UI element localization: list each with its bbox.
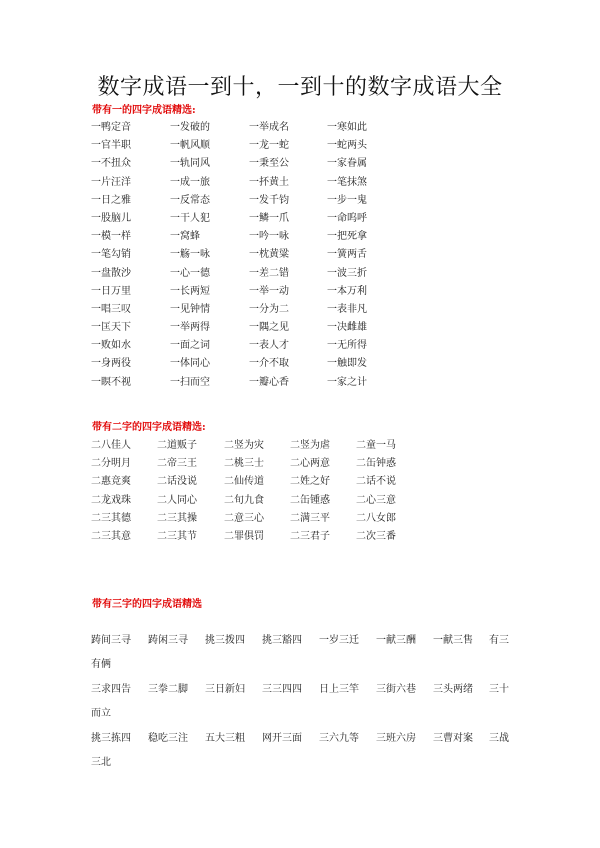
idiom-cell: 一官半职 — [91, 140, 131, 152]
idiom-item: 三北 — [91, 756, 111, 768]
idiom-cell: 一觞一咏 — [170, 249, 210, 261]
idiom-cell: 二竖为灾 — [224, 440, 264, 451]
idiom-cell: 二缶钟惑 — [356, 458, 396, 470]
idiom-cell: 一见钟情 — [170, 303, 210, 315]
idiom-cell: 一不扭众 — [91, 158, 131, 170]
idiom-row — [91, 301, 405, 319]
idiom-item: 挑三豁四 — [262, 635, 302, 646]
idiom-item: 有俩 — [91, 659, 111, 671]
idiom-cell: 一扫而空 — [170, 376, 210, 388]
idiom-item: 网开三面 — [262, 732, 302, 744]
idiom-cell: 一寒如此 — [327, 122, 367, 133]
idiom-cell: 一吟一咏 — [249, 231, 289, 243]
idiom-cell: 一分为二 — [249, 303, 289, 315]
idiom-cell: 二仙传道 — [224, 476, 264, 488]
idiom-row — [91, 283, 405, 301]
idiom-cell: 一秉至公 — [249, 158, 289, 170]
idiom-cell: 二惠竞爽 — [91, 476, 131, 488]
idiom-cell: 一本万利 — [327, 285, 367, 297]
idiom-item: 一岁三迁 — [319, 635, 359, 646]
idiom-cell: 一隅之见 — [249, 322, 289, 334]
idiom-cell: 一干人犯 — [170, 212, 210, 224]
idiom-cell: 一模一样 — [91, 231, 131, 243]
idiom-row — [91, 137, 405, 155]
idiom-cell: 一片汪洋 — [91, 176, 131, 188]
idiom-cell: 二分明月 — [91, 458, 131, 470]
idiom-row — [91, 337, 405, 355]
idiom-cell: 二心两意 — [290, 458, 330, 470]
section-one-heading: 带有一的四字成语精选: — [92, 105, 196, 116]
idiom-cell: 一笔抹煞 — [327, 176, 367, 188]
idiom-cell: 一龙一蛇 — [249, 140, 289, 152]
idiom-cell: 一抔黄土 — [249, 176, 289, 188]
idiom-cell: 一体同心 — [170, 358, 210, 370]
idiom-cell: 一鳞一爪 — [249, 212, 289, 224]
idiom-row — [91, 455, 422, 473]
idiom-line — [91, 678, 511, 702]
idiom-cell: 二童一马 — [356, 440, 396, 451]
idiom-cell: 一簧两舌 — [327, 249, 367, 261]
idiom-cell: 二人同心 — [157, 494, 197, 506]
idiom-cell: 二旬九食 — [224, 494, 264, 506]
page-title: 数字成语一到十，一到十的数字成语大全 — [97, 75, 503, 100]
idiom-cell: 二次三番 — [356, 530, 396, 542]
idiom-cell: 一身两役 — [91, 358, 131, 370]
idiom-row — [91, 510, 422, 528]
idiom-cell: 二三君子 — [290, 530, 330, 542]
idiom-cell: 一介不取 — [249, 358, 289, 370]
idiom-cell: 一匡天下 — [91, 322, 131, 334]
idiom-cell: 二桃三士 — [224, 458, 264, 470]
idiom-cell: 一日之雅 — [91, 194, 131, 206]
idiom-item: 一献三售 — [433, 635, 473, 646]
idiom-item: 踌闲三寻 — [148, 635, 188, 646]
idiom-cell: 一唱三叹 — [91, 303, 131, 315]
idiom-cell: 一枕黄粱 — [249, 249, 289, 261]
idiom-row — [91, 492, 422, 510]
idiom-cell: 二三其意 — [91, 530, 131, 542]
idiom-line — [91, 727, 511, 751]
idiom-cell: 二八佳人 — [91, 440, 131, 451]
idiom-cell: 一轨同风 — [170, 158, 210, 170]
idiom-item: 五大三粗 — [205, 732, 245, 744]
section-two-idiom-grid — [91, 437, 422, 546]
idiom-cell: 二话不说 — [356, 476, 396, 488]
idiom-line — [91, 653, 511, 677]
idiom-row — [91, 228, 405, 246]
idiom-item: 三战 — [489, 732, 509, 744]
idiom-cell: 一日万里 — [91, 285, 131, 297]
idiom-row — [91, 174, 405, 192]
idiom-cell: 一盘散沙 — [91, 267, 131, 279]
idiom-line — [91, 702, 511, 726]
idiom-row — [91, 437, 422, 455]
idiom-cell: 一把死拿 — [327, 231, 367, 243]
idiom-line — [91, 751, 511, 775]
idiom-item: 三三四四 — [262, 683, 302, 695]
idiom-cell: 一败如水 — [91, 340, 131, 352]
idiom-cell: 一表人才 — [249, 340, 289, 352]
idiom-cell: 二意三心 — [224, 512, 264, 524]
idiom-cell: 一窝蜂 — [170, 231, 200, 243]
idiom-item: 三日新妇 — [205, 683, 245, 695]
idiom-row — [91, 192, 405, 210]
idiom-cell: 一瞑不视 — [91, 376, 131, 388]
idiom-cell: 一成一旅 — [170, 176, 210, 188]
idiom-cell: 一鸭定音 — [91, 122, 131, 133]
idiom-item: 挑三拨四 — [205, 635, 245, 646]
idiom-row — [91, 119, 405, 137]
idiom-cell: 二龙戏珠 — [91, 494, 131, 506]
idiom-cell: 一长两短 — [170, 285, 210, 297]
idiom-cell: 一家之计 — [327, 376, 367, 388]
idiom-row — [91, 155, 405, 173]
idiom-row — [91, 210, 405, 228]
idiom-item: 三拳二脚 — [148, 683, 188, 695]
idiom-item: 有三 — [489, 635, 509, 646]
idiom-cell: 二帝三王 — [157, 458, 197, 470]
idiom-cell: 一蛇两头 — [327, 140, 367, 152]
idiom-cell: 一表非凡 — [327, 303, 367, 315]
idiom-item: 三求四告 — [91, 683, 131, 695]
idiom-cell: 二缶锺惑 — [290, 494, 330, 506]
idiom-cell: 一无所得 — [327, 340, 367, 352]
idiom-cell: 二竖为虐 — [290, 440, 330, 451]
idiom-cell: 一股脑儿 — [91, 212, 131, 224]
idiom-item: 而立 — [91, 708, 111, 720]
idiom-cell: 一帆风顺 — [170, 140, 210, 152]
idiom-cell: 一举成名 — [249, 122, 289, 133]
idiom-cell: 一家眷属 — [327, 158, 367, 170]
idiom-cell: 一触即发 — [327, 358, 367, 370]
idiom-cell: 二八女郎 — [356, 512, 396, 524]
idiom-cell: 二心三意 — [356, 494, 396, 506]
idiom-cell: 一面之词 — [170, 340, 210, 352]
section-three-heading: 带有三字的四字成语精选 — [92, 599, 202, 610]
idiom-cell: 一举一动 — [249, 285, 289, 297]
idiom-cell: 一步一鬼 — [327, 194, 367, 206]
idiom-item: 三头两绪 — [433, 683, 473, 695]
idiom-line — [91, 629, 511, 653]
idiom-row — [91, 265, 405, 283]
idiom-item: 一献三酬 — [376, 635, 416, 646]
idiom-cell: 一瓣心香 — [249, 376, 289, 388]
idiom-cell: 一举两得 — [170, 322, 210, 334]
idiom-cell: 二话没说 — [157, 476, 197, 488]
idiom-item: 挑三拣四 — [91, 732, 131, 744]
idiom-item: 稳吃三注 — [148, 732, 188, 744]
idiom-row — [91, 246, 405, 264]
idiom-row — [91, 374, 405, 392]
idiom-cell: 二姓之好 — [290, 476, 330, 488]
idiom-item: 踌间三寻 — [91, 635, 131, 646]
idiom-cell: 一决雌雄 — [327, 322, 367, 334]
idiom-item: 日上三竿 — [319, 683, 359, 695]
idiom-item: 三街六巷 — [376, 683, 416, 695]
idiom-cell: 一波三折 — [327, 267, 367, 279]
idiom-cell: 一笔勾销 — [91, 249, 131, 261]
idiom-cell: 一命呜呼 — [327, 212, 367, 224]
idiom-cell: 一发破的 — [170, 122, 210, 133]
idiom-cell: 一心一德 — [170, 267, 210, 279]
idiom-row — [91, 473, 422, 491]
idiom-cell: 二罪俱罚 — [224, 530, 264, 542]
idiom-cell: 二道贩子 — [157, 440, 197, 451]
idiom-cell: 二满三平 — [290, 512, 330, 524]
idiom-cell: 一发千钧 — [249, 194, 289, 206]
idiom-item: 三曹对案 — [433, 732, 473, 744]
idiom-item: 三十 — [489, 683, 509, 695]
idiom-row — [91, 355, 405, 373]
section-three-idiom-paragraph — [91, 629, 511, 775]
idiom-item: 三班六房 — [376, 732, 416, 744]
idiom-cell: 一差二错 — [249, 267, 289, 279]
idiom-row — [91, 528, 422, 546]
section-two-heading: 带有二字的四字成语精选: — [92, 422, 206, 433]
idiom-item: 三六九等 — [319, 732, 359, 744]
idiom-row — [91, 319, 405, 337]
idiom-cell: 一反常态 — [170, 194, 210, 206]
idiom-cell: 二三其节 — [157, 530, 197, 542]
section-one-idiom-grid — [91, 119, 405, 392]
idiom-cell: 二三其德 — [91, 512, 131, 524]
idiom-cell: 二三其操 — [157, 512, 197, 524]
